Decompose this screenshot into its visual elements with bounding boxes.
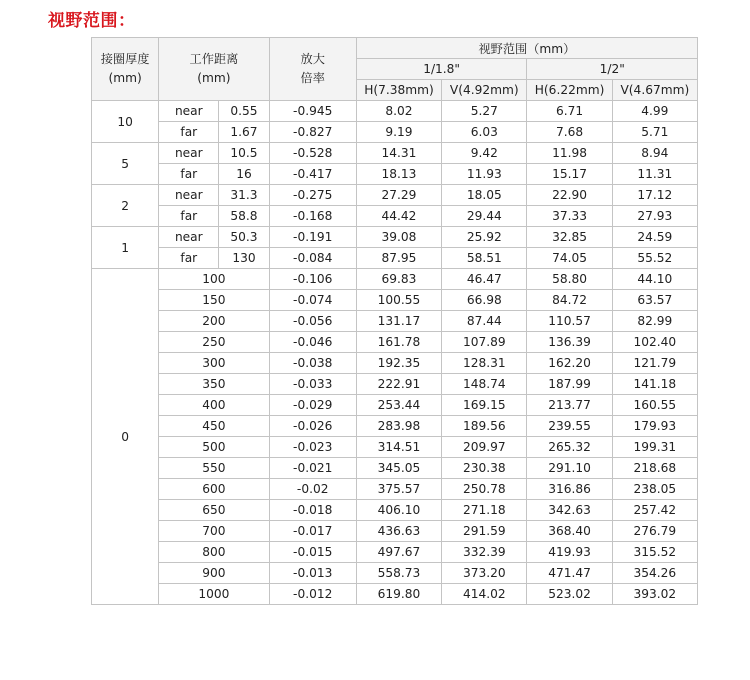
v-a-cell: 148.74 <box>442 374 527 395</box>
v-a-cell: 18.05 <box>442 185 527 206</box>
wd-cell: 600 <box>159 479 269 500</box>
v-b-cell: 5.71 <box>612 122 697 143</box>
mag-cell: -0.012 <box>269 584 356 605</box>
mag-cell: -0.033 <box>269 374 356 395</box>
mag-cell: -0.013 <box>269 563 356 584</box>
v-b-cell: 44.10 <box>612 269 697 290</box>
wd-cell: 450 <box>159 416 269 437</box>
ring-cell: 0 <box>92 269 159 605</box>
wd-cell: 900 <box>159 563 269 584</box>
wd-cell: 1.67 <box>219 122 269 143</box>
h-a-cell: 406.10 <box>356 500 441 521</box>
wd-cell: 16 <box>219 164 269 185</box>
table-row <box>92 332 698 353</box>
wd-cell: 550 <box>159 458 269 479</box>
table-row <box>92 395 698 416</box>
wd-cell: 130 <box>219 248 269 269</box>
h-b-cell: 84.72 <box>527 290 612 311</box>
h-b-cell: 239.55 <box>527 416 612 437</box>
v-b-cell: 17.12 <box>612 185 697 206</box>
h-b-cell: 291.10 <box>527 458 612 479</box>
wd-cell: 500 <box>159 437 269 458</box>
wd-cell: 650 <box>159 500 269 521</box>
v-a-cell: 332.39 <box>442 542 527 563</box>
table-row <box>92 164 698 185</box>
table-row <box>92 416 698 437</box>
v-a-cell: 271.18 <box>442 500 527 521</box>
h-a-cell: 18.13 <box>356 164 441 185</box>
v-b-cell: 121.79 <box>612 353 697 374</box>
h-a-cell: 44.42 <box>356 206 441 227</box>
table-row <box>92 479 698 500</box>
h-b-cell: 368.40 <box>527 521 612 542</box>
table-row <box>92 458 698 479</box>
h-a-cell: 192.35 <box>356 353 441 374</box>
wd-cell: 10.5 <box>219 143 269 164</box>
mag-cell: -0.528 <box>269 143 356 164</box>
near-far-label: near <box>159 227 219 248</box>
h-b-cell: 342.63 <box>527 500 612 521</box>
h-b-cell: 11.98 <box>527 143 612 164</box>
v-b-cell: 354.26 <box>612 563 697 584</box>
h-a-cell: 39.08 <box>356 227 441 248</box>
table-row <box>92 206 698 227</box>
ring-cell: 10 <box>92 101 159 143</box>
h-a-cell: 8.02 <box>356 101 441 122</box>
v-a-cell: 9.42 <box>442 143 527 164</box>
h-a-cell: 345.05 <box>356 458 441 479</box>
mag-cell: -0.074 <box>269 290 356 311</box>
wd-cell: 58.8 <box>219 206 269 227</box>
mag-cell: -0.056 <box>269 311 356 332</box>
h-b-cell: 265.32 <box>527 437 612 458</box>
near-far-label: near <box>159 101 219 122</box>
col-header-h-a: H(7.38mm) <box>356 80 441 101</box>
v-a-cell: 209.97 <box>442 437 527 458</box>
working-distance-header <box>159 38 269 101</box>
mag-cell: -0.021 <box>269 458 356 479</box>
h-b-cell: 419.93 <box>527 542 612 563</box>
v-b-cell: 8.94 <box>612 143 697 164</box>
col-header-v-a: V(4.92mm) <box>442 80 527 101</box>
v-b-cell: 4.99 <box>612 101 697 122</box>
sensor-header-a: 1/1.8" <box>356 59 527 80</box>
v-b-cell: 238.05 <box>612 479 697 500</box>
h-b-cell: 6.71 <box>527 101 612 122</box>
h-a-cell: 27.29 <box>356 185 441 206</box>
v-b-cell: 141.18 <box>612 374 697 395</box>
v-b-cell: 257.42 <box>612 500 697 521</box>
table-row <box>92 101 698 122</box>
wd-cell: 250 <box>159 332 269 353</box>
h-b-cell: 22.90 <box>527 185 612 206</box>
near-far-label: near <box>159 185 219 206</box>
h-a-cell: 87.95 <box>356 248 441 269</box>
v-a-cell: 66.98 <box>442 290 527 311</box>
table-row <box>92 353 698 374</box>
h-b-cell: 523.02 <box>527 584 612 605</box>
wd-cell: 150 <box>159 290 269 311</box>
table-row <box>92 290 698 311</box>
h-b-cell: 136.39 <box>527 332 612 353</box>
mag-cell: -0.106 <box>269 269 356 290</box>
page-title: 视野范围： <box>48 11 136 31</box>
h-b-cell: 110.57 <box>527 311 612 332</box>
v-b-cell: 11.31 <box>612 164 697 185</box>
h-b-cell: 162.20 <box>527 353 612 374</box>
table-row <box>92 122 698 143</box>
wd-cell: 31.3 <box>219 185 269 206</box>
wd-cell: 700 <box>159 521 269 542</box>
mag-cell: -0.015 <box>269 542 356 563</box>
h-b-cell: 187.99 <box>527 374 612 395</box>
working-distance-unit: (mm) <box>197 71 231 85</box>
wd-cell: 400 <box>159 395 269 416</box>
v-a-cell: 87.44 <box>442 311 527 332</box>
wd-cell: 50.3 <box>219 227 269 248</box>
v-a-cell: 46.47 <box>442 269 527 290</box>
v-a-cell: 107.89 <box>442 332 527 353</box>
col-header-v-b: V(4.67mm) <box>612 80 697 101</box>
near-far-label: near <box>159 143 219 164</box>
table-body <box>92 101 698 605</box>
v-b-cell: 218.68 <box>612 458 697 479</box>
table-row <box>92 185 698 206</box>
table-row <box>92 248 698 269</box>
v-b-cell: 102.40 <box>612 332 697 353</box>
v-a-cell: 6.03 <box>442 122 527 143</box>
mag-cell: -0.417 <box>269 164 356 185</box>
table-row <box>92 269 698 290</box>
v-b-cell: 315.52 <box>612 542 697 563</box>
mag-cell: -0.275 <box>269 185 356 206</box>
magnification-header <box>269 38 356 101</box>
h-a-cell: 100.55 <box>356 290 441 311</box>
v-b-cell: 393.02 <box>612 584 697 605</box>
h-a-cell: 436.63 <box>356 521 441 542</box>
wd-cell: 800 <box>159 542 269 563</box>
h-b-cell: 37.33 <box>527 206 612 227</box>
ring-cell: 5 <box>92 143 159 185</box>
table-row <box>92 311 698 332</box>
h-a-cell: 253.44 <box>356 395 441 416</box>
mag-cell: -0.023 <box>269 437 356 458</box>
h-b-cell: 32.85 <box>527 227 612 248</box>
table-row <box>92 521 698 542</box>
col-header-h-b: H(6.22mm) <box>527 80 612 101</box>
working-distance-label: 工作距离 <box>189 52 239 66</box>
v-b-cell: 63.57 <box>612 290 697 311</box>
fov-table <box>91 37 698 605</box>
mag-cell: -0.02 <box>269 479 356 500</box>
magnification-label-1: 放大 <box>300 52 325 66</box>
h-a-cell: 131.17 <box>356 311 441 332</box>
near-far-label: far <box>159 164 219 185</box>
magnification-label-2: 倍率 <box>300 71 325 85</box>
wd-cell: 1000 <box>159 584 269 605</box>
v-b-cell: 199.31 <box>612 437 697 458</box>
ring-thickness-header <box>92 38 159 101</box>
v-a-cell: 5.27 <box>442 101 527 122</box>
table-row <box>92 500 698 521</box>
mag-cell: -0.168 <box>269 206 356 227</box>
ring-thickness-unit: (mm) <box>108 71 142 85</box>
table-row <box>92 143 698 164</box>
mag-cell: -0.038 <box>269 353 356 374</box>
h-b-cell: 213.77 <box>527 395 612 416</box>
h-b-cell: 7.68 <box>527 122 612 143</box>
fov-header: 视野范围（mm） <box>356 38 697 59</box>
wd-cell: 200 <box>159 311 269 332</box>
h-a-cell: 375.57 <box>356 479 441 500</box>
near-far-label: far <box>159 206 219 227</box>
ring-thickness-label: 接圈厚度 <box>100 52 150 66</box>
v-a-cell: 29.44 <box>442 206 527 227</box>
ring-cell: 1 <box>92 227 159 269</box>
mag-cell: -0.827 <box>269 122 356 143</box>
h-a-cell: 69.83 <box>356 269 441 290</box>
near-far-label: far <box>159 122 219 143</box>
h-a-cell: 314.51 <box>356 437 441 458</box>
v-b-cell: 179.93 <box>612 416 697 437</box>
wd-cell: 0.55 <box>219 101 269 122</box>
h-a-cell: 222.91 <box>356 374 441 395</box>
v-b-cell: 276.79 <box>612 521 697 542</box>
h-a-cell: 619.80 <box>356 584 441 605</box>
table-header <box>92 38 698 101</box>
v-a-cell: 189.56 <box>442 416 527 437</box>
table-row <box>92 374 698 395</box>
v-b-cell: 24.59 <box>612 227 697 248</box>
v-b-cell: 55.52 <box>612 248 697 269</box>
v-a-cell: 25.92 <box>442 227 527 248</box>
v-a-cell: 414.02 <box>442 584 527 605</box>
h-a-cell: 558.73 <box>356 563 441 584</box>
v-a-cell: 250.78 <box>442 479 527 500</box>
h-a-cell: 9.19 <box>356 122 441 143</box>
table-row <box>92 542 698 563</box>
v-a-cell: 373.20 <box>442 563 527 584</box>
h-b-cell: 471.47 <box>527 563 612 584</box>
h-a-cell: 283.98 <box>356 416 441 437</box>
v-b-cell: 27.93 <box>612 206 697 227</box>
table-row <box>92 584 698 605</box>
mag-cell: -0.046 <box>269 332 356 353</box>
mag-cell: -0.017 <box>269 521 356 542</box>
v-a-cell: 230.38 <box>442 458 527 479</box>
v-b-cell: 160.55 <box>612 395 697 416</box>
mag-cell: -0.191 <box>269 227 356 248</box>
sensor-header-b: 1/2" <box>527 59 698 80</box>
v-a-cell: 128.31 <box>442 353 527 374</box>
mag-cell: -0.029 <box>269 395 356 416</box>
v-a-cell: 11.93 <box>442 164 527 185</box>
h-a-cell: 14.31 <box>356 143 441 164</box>
h-b-cell: 74.05 <box>527 248 612 269</box>
mag-cell: -0.945 <box>269 101 356 122</box>
mag-cell: -0.026 <box>269 416 356 437</box>
h-a-cell: 161.78 <box>356 332 441 353</box>
table-row <box>92 227 698 248</box>
h-b-cell: 58.80 <box>527 269 612 290</box>
mag-cell: -0.084 <box>269 248 356 269</box>
wd-cell: 100 <box>159 269 269 290</box>
h-a-cell: 497.67 <box>356 542 441 563</box>
near-far-label: far <box>159 248 219 269</box>
table-row <box>92 563 698 584</box>
ring-cell: 2 <box>92 185 159 227</box>
wd-cell: 350 <box>159 374 269 395</box>
h-b-cell: 316.86 <box>527 479 612 500</box>
v-a-cell: 58.51 <box>442 248 527 269</box>
h-b-cell: 15.17 <box>527 164 612 185</box>
mag-cell: -0.018 <box>269 500 356 521</box>
table-row <box>92 437 698 458</box>
v-a-cell: 169.15 <box>442 395 527 416</box>
v-b-cell: 82.99 <box>612 311 697 332</box>
v-a-cell: 291.59 <box>442 521 527 542</box>
wd-cell: 300 <box>159 353 269 374</box>
